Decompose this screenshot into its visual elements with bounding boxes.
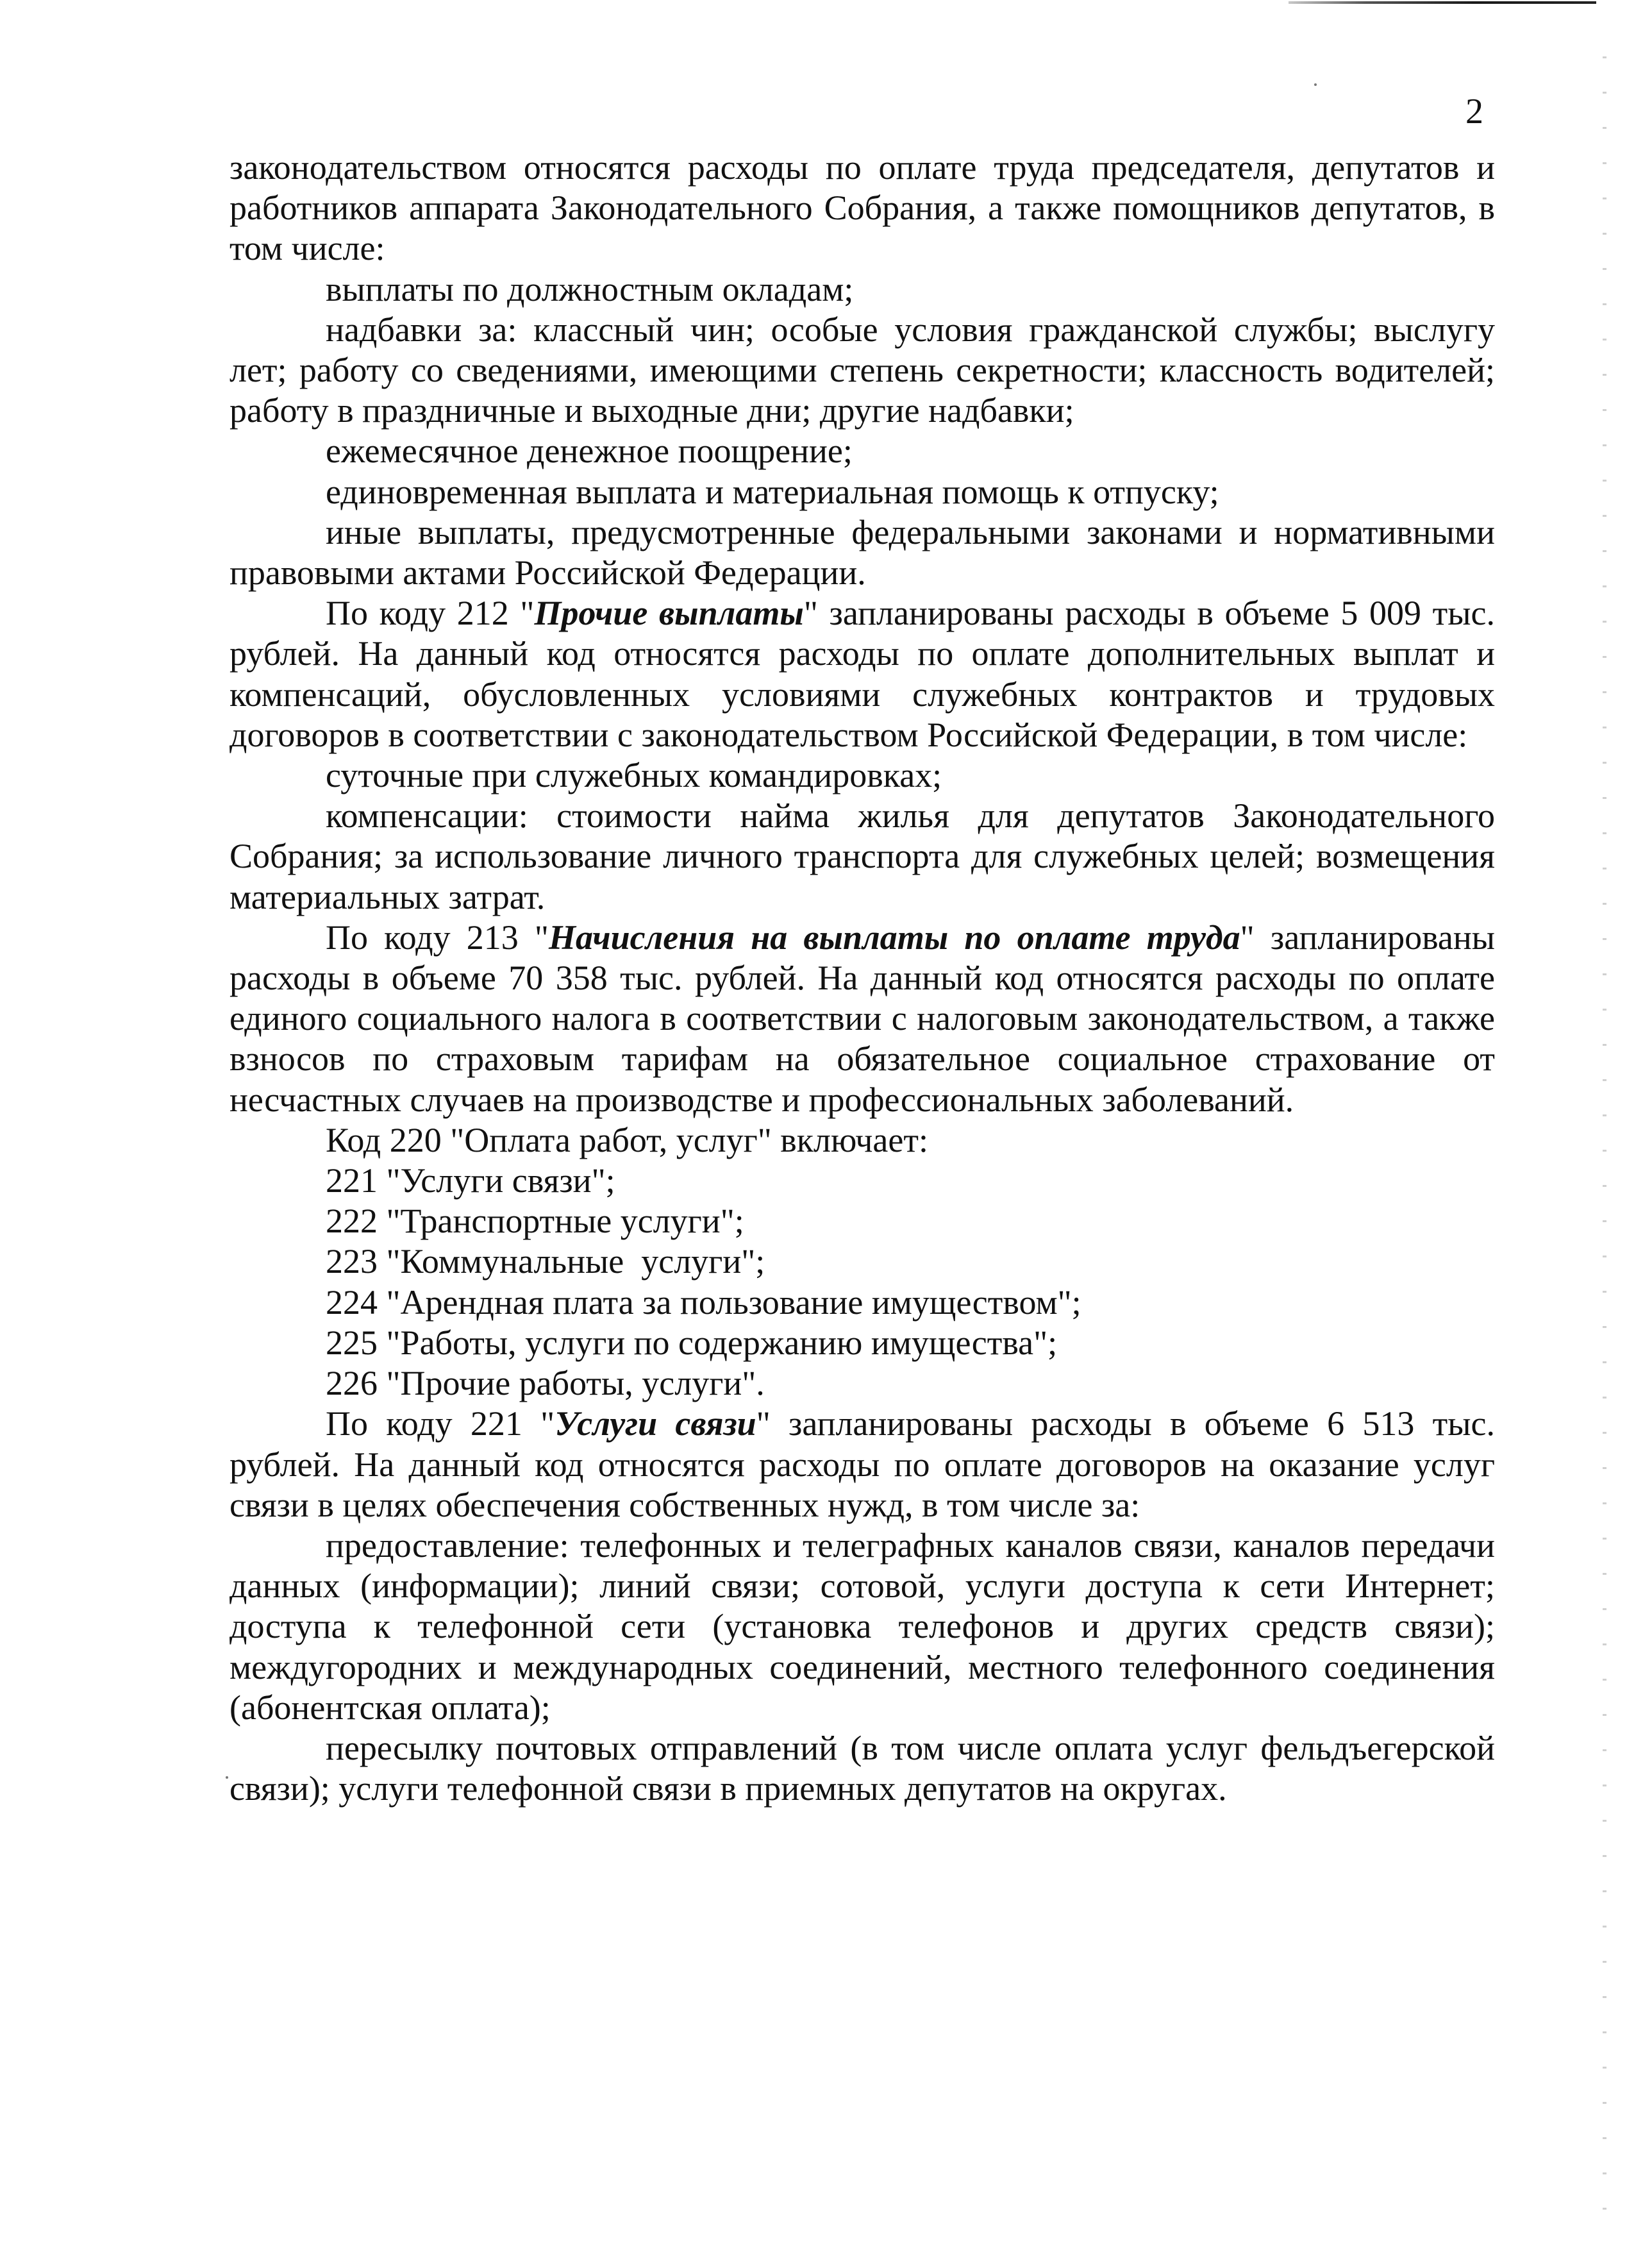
paragraph-code-213 — [229, 918, 1495, 1120]
paragraph: надбавки за: классный чин; особые условия гражданской службы; выслугу лет; работу со сведениями, имеющими степень секретности; классность водителей; работу в праздничные и выходные дни; другие надбавки; — [229, 310, 1495, 430]
code-title-emphasis: Начисления на выплаты по оплате труда — [548, 918, 1240, 957]
text: " запланированы расходы в объеме 6 513 тыс. рублей. На данный код относятся расходы по оплате договоров на оказание услуг связи в целях обеспечения собственных нужд, в том числе за: — [229, 1404, 1495, 1524]
paragraph: Код 220 "Оплата работ, услуг" включает: — [326, 1120, 928, 1159]
paragraph: ежемесячное денежное поощрение; — [326, 432, 853, 471]
text: По коду 221 " — [326, 1404, 555, 1443]
page-number: 2 — [1465, 92, 1483, 131]
code-title-emphasis: Прочие выплаты — [534, 594, 804, 633]
paragraph: выплаты по должностным окладам; — [326, 269, 854, 308]
text: По коду 213 " — [326, 918, 549, 957]
paragraph-code-212 — [229, 593, 1495, 755]
paragraph-code-221 — [229, 1404, 1495, 1525]
paragraph: иные выплаты, предусмотренные федеральными законами и нормативными правовыми актами Российской Федерации. — [229, 512, 1495, 592]
text: По коду 212 " — [326, 594, 535, 633]
list-item-code: 223 "Коммунальные услуги"; — [326, 1242, 765, 1281]
paragraph: законодательством относятся расходы по оплате труда председателя, депутатов и работников аппарата Законодательного Собрания, а также помощников депутатов, в том числе: — [229, 148, 1495, 268]
list-item-code: 222 "Транспортные услуги"; — [326, 1202, 744, 1241]
list-item-code: 225 "Работы, услуги по содержанию имущества"; — [326, 1323, 1058, 1362]
scan-speck — [226, 1776, 228, 1779]
list-item-code: 221 "Услуги связи"; — [326, 1161, 615, 1200]
text: " запланированы расходы в объеме 5 009 тыс. рублей. На данный код относятся расходы по оплате дополнительных выплат и компенсаций, обусловленных условиями служебных контрактов и трудовых договоров в соответствии с законодательством Российской Федерации, в том числе: — [229, 594, 1496, 754]
paragraph: суточные при служебных командировках; — [326, 756, 942, 795]
list-item-code: 224 "Арендная плата за пользование имуществом"; — [326, 1282, 1081, 1322]
paragraph: пересылку почтовых отправлений (в том числе оплата услуг фельдъегерской связи); услуги телефонной связи в приемных депутатов на округах. — [229, 1728, 1495, 1808]
text: " запланированы расходы в объеме 70 358 тыс. рублей. На данный код относятся расходы по оплате единого социального налога в соответствии с налоговым законодательством, а также взносов по страховым тарифам на обязательное социальное страхование от несчастных случаев на производстве и профессиональных заболеваний. — [229, 918, 1495, 1119]
list-item-code: 226 "Прочие работы, услуги". — [326, 1364, 765, 1403]
paragraph: единовременная выплата и материальная помощь к отпуску; — [326, 472, 1219, 511]
code-title-emphasis: Услуги связи — [555, 1404, 756, 1443]
scan-speck — [1314, 83, 1317, 86]
paragraph: предоставление: телефонных и телеграфных каналов связи, каналов передачи данных (информации); линий связи; сотовой, услуги доступа к сети Интернет; доступа к телефонной сети (установка телефонов и других средств связи); междугородних и международных соединений, местного телефонного соединения (абонентская оплата); — [229, 1525, 1495, 1727]
scan-top-rule — [1289, 1, 1596, 4]
paragraph: компенсации: стоимости найма жилья для депутатов Законодательного Собрания; за использование личного транспорта для служебных целей; возмещения материальных затрат. — [229, 796, 1495, 916]
scan-edge-noise — [1603, 38, 1606, 2219]
document-body — [229, 147, 1495, 1809]
